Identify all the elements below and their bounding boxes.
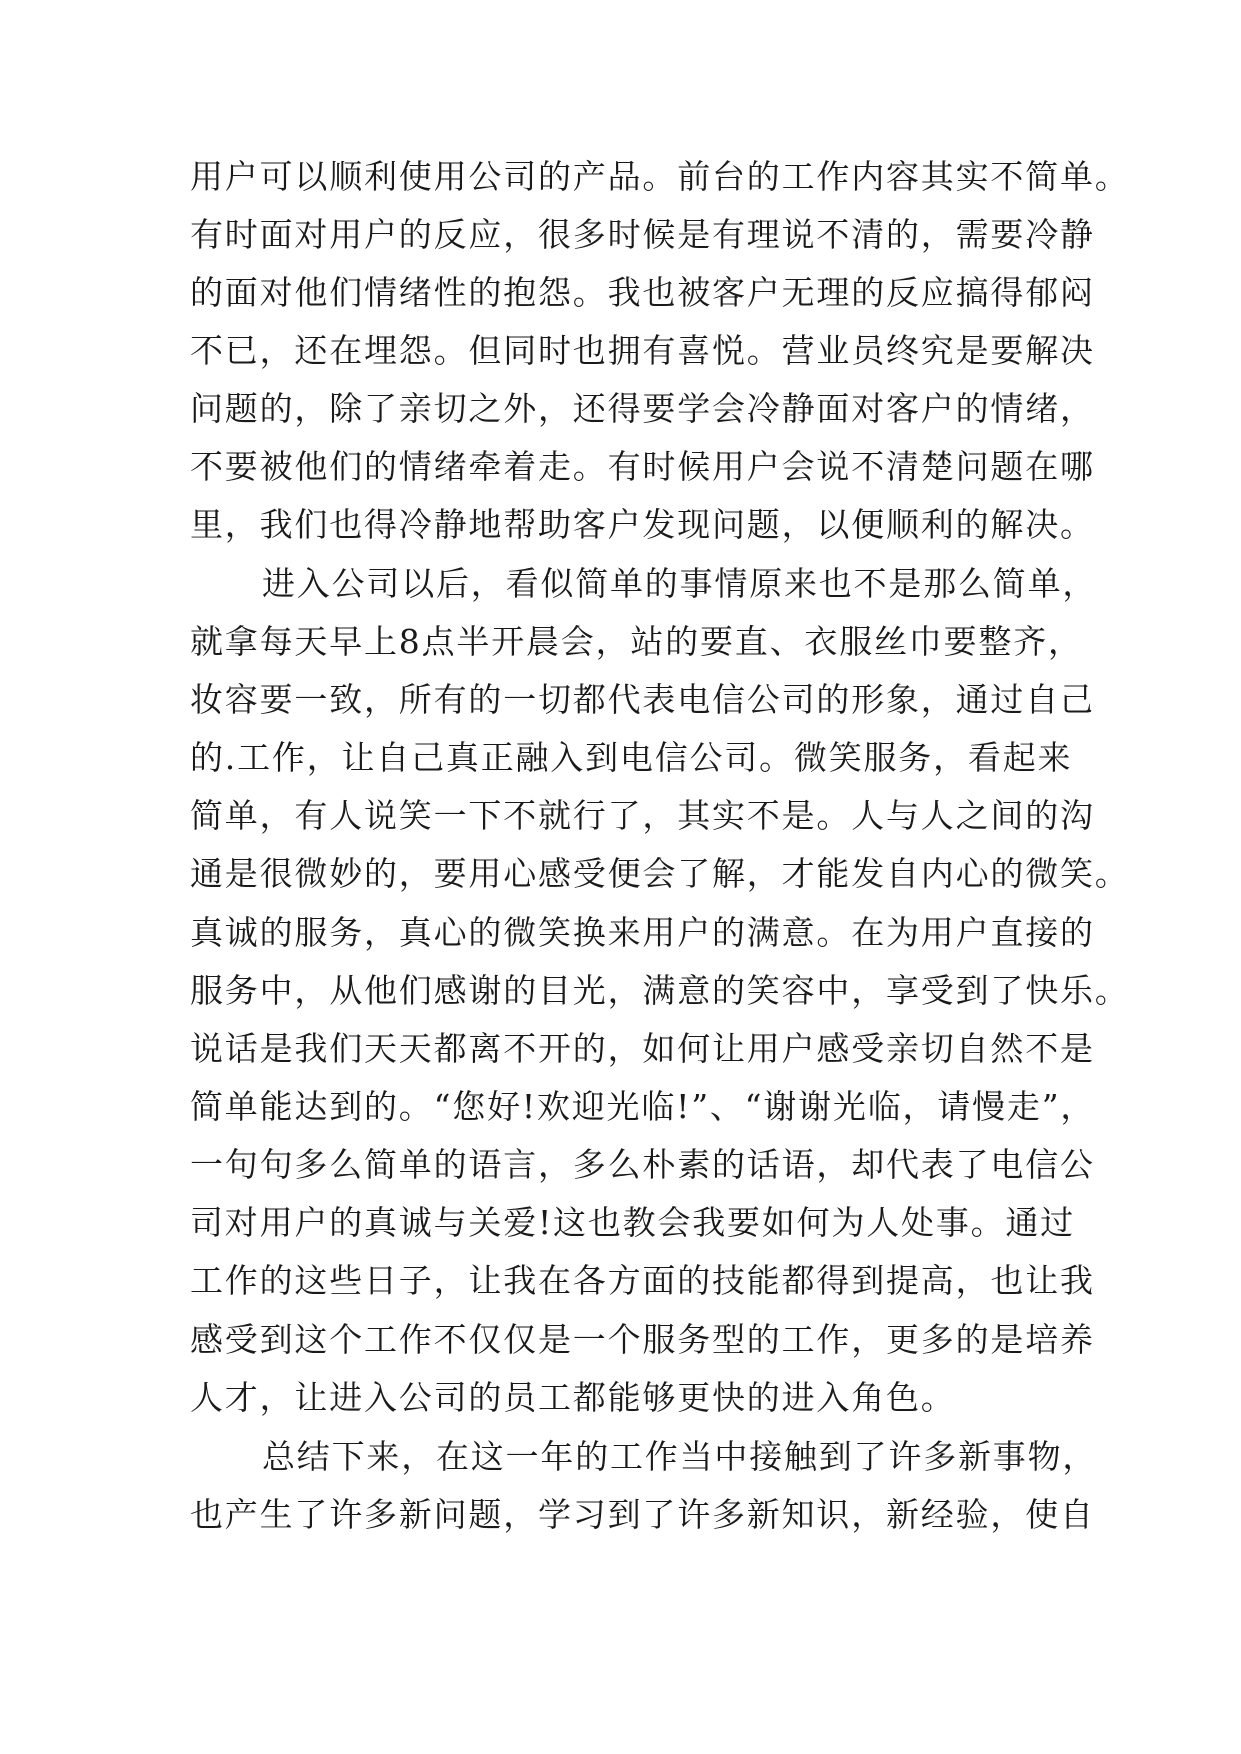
- text-line: 真诚的服务，真心的微笑换来用户的满意。在为用户直接的: [190, 913, 1095, 952]
- text-line: 用户可以顺利使用公司的产品。前台的工作内容其实不简单。: [190, 157, 1130, 196]
- text-line: 不要被他们的情绪牵着走。有时候用户会说不清楚问题在哪: [190, 447, 1095, 486]
- text-line: 服务中，从他们感谢的目光，满意的笑容中，享受到了快乐。: [190, 971, 1130, 1010]
- text-line: 妆容要一致，所有的一切都代表电信公司的形象，通过自己: [190, 680, 1095, 719]
- text-line: 不已，还在埋怨。但同时也拥有喜悦。营业员终究是要解决: [190, 331, 1095, 370]
- text-line: 的.工作，让自己真正融入到电信公司。微笑服务，看起来: [190, 738, 1073, 777]
- text-line: 里，我们也得冷静地帮助客户发现问题，以便顺利的解决。: [190, 505, 1095, 544]
- text-line: 人才，让进入公司的员工都能够更快的进入角色。: [190, 1378, 956, 1417]
- text-line: 感受到这个工作不仅仅是一个服务型的工作，更多的是培养: [190, 1320, 1095, 1359]
- text-line: 一句句多么简单的语言，多么朴素的话语，却代表了电信公: [190, 1145, 1095, 1184]
- text-line: 工作的这些日子，让我在各方面的技能都得到提高，也让我: [190, 1261, 1095, 1300]
- text-line: 简单能达到的。“您好!欢迎光临!”、“谢谢光临，请慢走”，: [190, 1087, 1096, 1126]
- text-line: 的面对他们情绪性的抱怨。我也被客户无理的反应搞得郁闷: [190, 273, 1095, 312]
- paragraph-first-line: 总结下来，在这一年的工作当中接触到了许多新事物，: [262, 1437, 1098, 1476]
- text-line: 司对用户的真诚与关爱!这也教会我要如何为人处事。通过: [190, 1203, 1076, 1242]
- text-line: 说话是我们天天都离不开的，如何让用户感受亲切自然不是: [190, 1029, 1095, 1068]
- paragraph-first-line: 进入公司以后，看似简单的事情原来也不是那么简单，: [262, 564, 1098, 603]
- text-line: 通是很微妙的，要用心感受便会了解，才能发自内心的微笑。: [190, 854, 1130, 893]
- text-line: 简单，有人说笑一下不就行了，其实不是。人与人之间的沟: [190, 796, 1095, 835]
- text-line: 就拿每天早上8点半开晨会，站的要直、衣服丝巾要整齐，: [190, 622, 1083, 661]
- text-line: 有时面对用户的反应，很多时候是有理说不清的，需要冷静: [190, 215, 1095, 254]
- text-line: 问题的，除了亲切之外，还得要学会冷静面对客户的情绪，: [190, 389, 1095, 428]
- text-line: 也产生了许多新问题，学习到了许多新知识，新经验，使自: [190, 1495, 1095, 1534]
